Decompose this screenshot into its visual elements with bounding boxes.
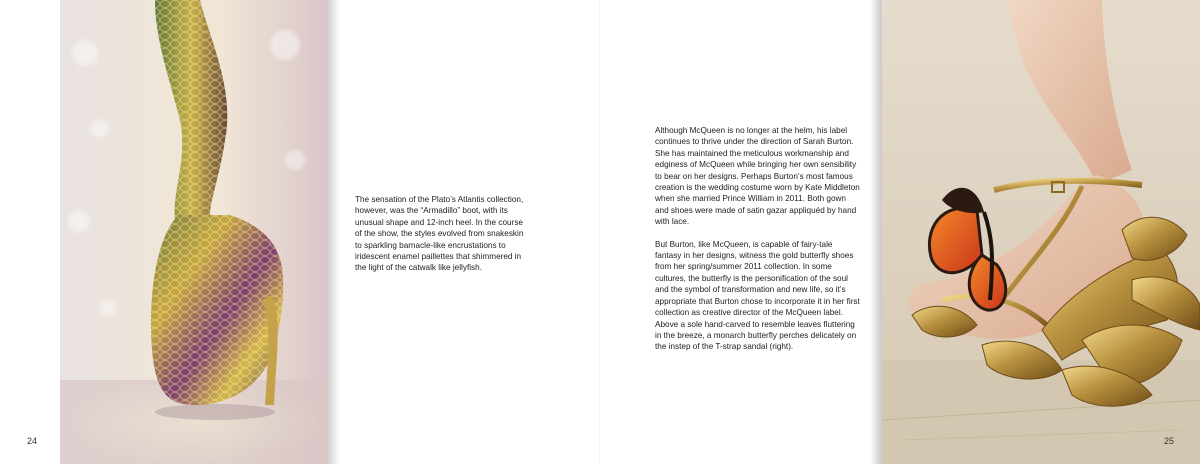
armadillo-boot-photo bbox=[60, 0, 328, 464]
right-paragraph-2: But Burton, like McQueen, is capable of fairy-tale fantasy in her designs, witness the gold butterfly shoes from her spring/summer 2011 collection. In some cultures, the butterfly is the personification of the soul and the symbol of transformation and new life, so it’s appropriate that Burton chose to incorporate it in her first collection as creative director of the McQueen label. Above a sole hand-carved to resemble leaves fluttering in the breeze, a monarch butterfly perches delicately on the instep of the T-strap sandal (right). bbox=[655, 239, 860, 352]
butterfly-sandal-illustration bbox=[882, 0, 1200, 464]
right-paragraph-1: Although McQueen is no longer at the helm, his label continues to thrive under the direction of Sarah Burton. She has maintained the meticulous workmanship and edginess of McQueen while bringing her own sensibility to bear on her designs. Perhaps Burton’s most famous creation is the wedding costume worn by Kate Middleton when she married Prince William in 2011. Both gown and shoes were made of satin gazar appliquéd by hand with lace. bbox=[655, 126, 860, 227]
left-paragraph: The sensation of the Plato’s Atlantis collection, however, was the “Armadillo” boot, with its unusual shape and 12-inch heel. In the course of the show, the styles evolved from snakeskin to sparkling barnacle-like encrustations to iridescent enamel paillettes that shimmered in the light of the catwalk like jellyfish. bbox=[355, 195, 524, 273]
page-number-right: 25 bbox=[1164, 436, 1175, 446]
butterfly-sandal-photo bbox=[882, 0, 1200, 464]
right-page-body-text bbox=[655, 125, 861, 364]
left-page-body-text bbox=[355, 194, 530, 285]
armadillo-boot-illustration bbox=[60, 0, 328, 464]
page-number-left: 24 bbox=[27, 436, 38, 446]
left-gutter-shadow bbox=[328, 0, 340, 464]
